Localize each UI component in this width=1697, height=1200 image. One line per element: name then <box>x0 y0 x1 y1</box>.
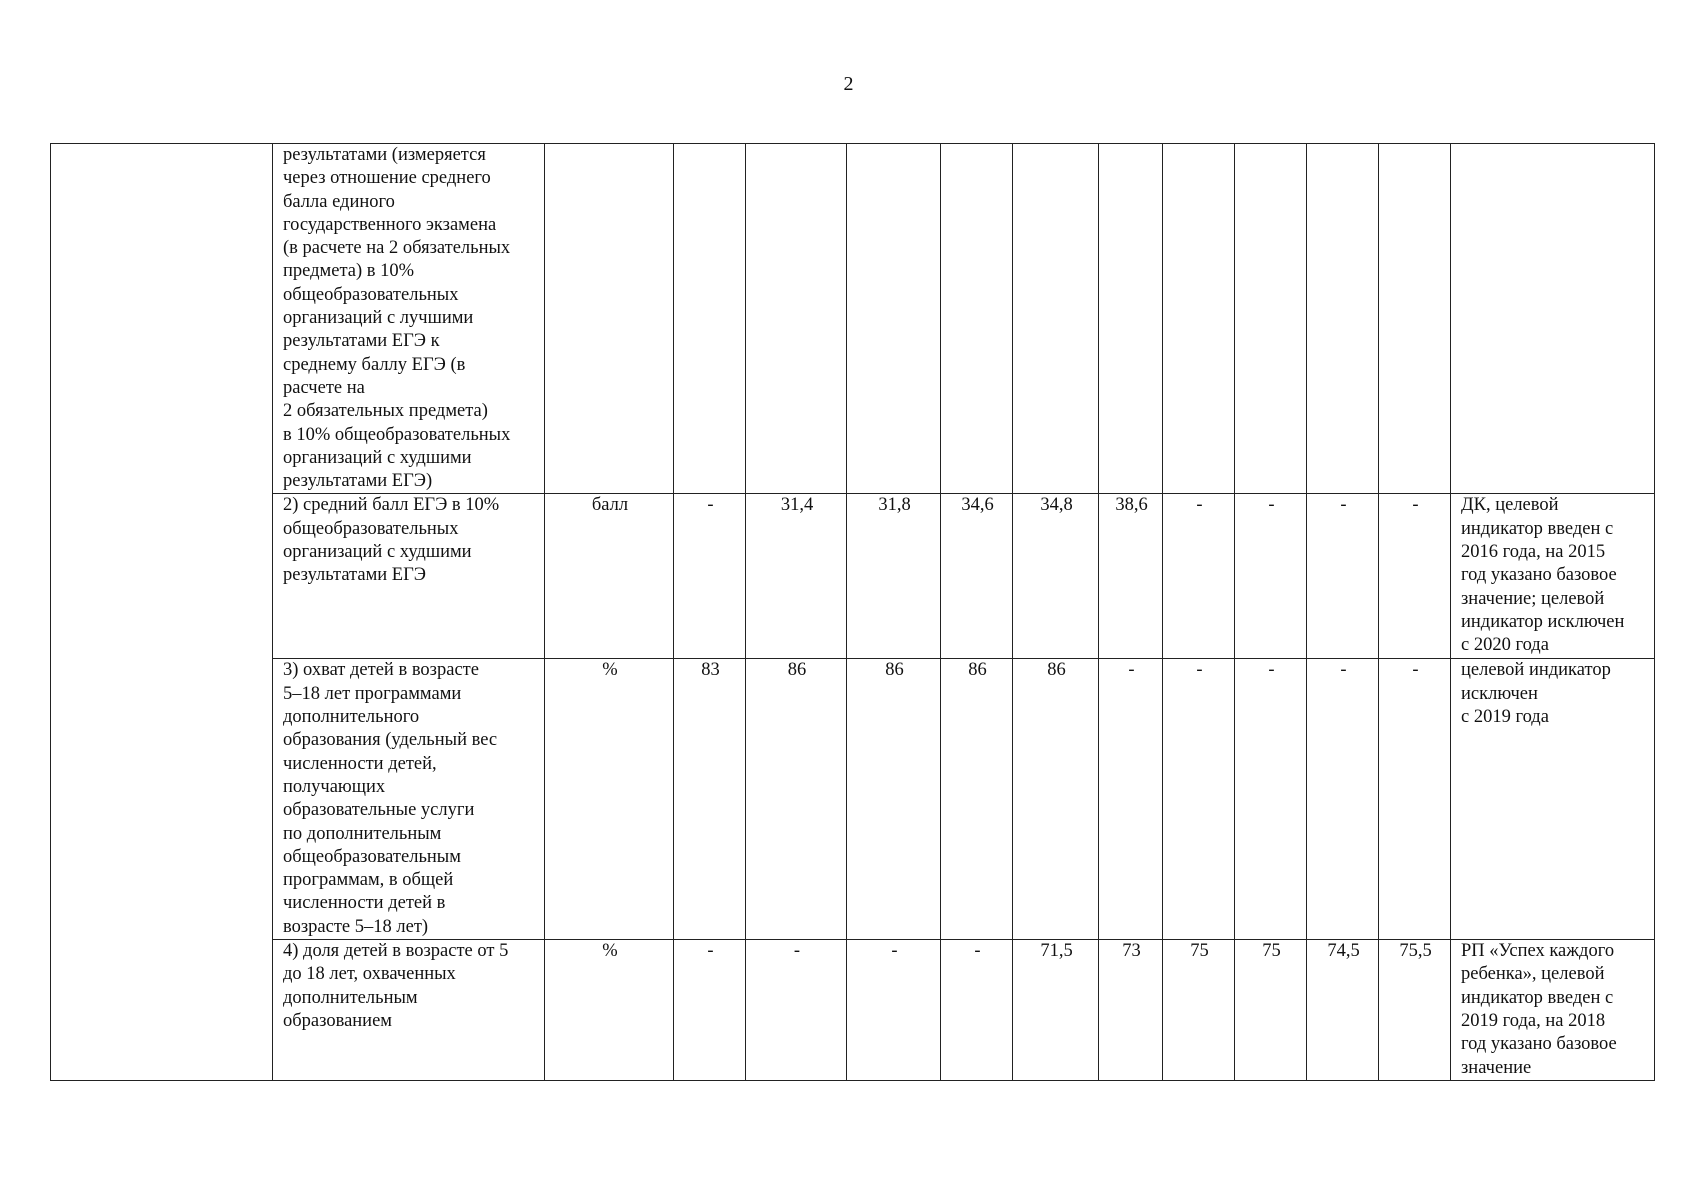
value-cell: 71,5 <box>1013 940 1099 1081</box>
unit-cell <box>545 144 674 494</box>
value-cell: - <box>1099 659 1163 940</box>
value-cell: 34,6 <box>941 494 1013 659</box>
value-cell: 31,4 <box>746 494 847 659</box>
value-cell: - <box>1307 494 1379 659</box>
value-cell: 86 <box>847 659 941 940</box>
page-number: 2 <box>843 73 854 95</box>
value-cell: - <box>1235 659 1307 940</box>
value-cell: - <box>674 940 746 1081</box>
value-cell: 86 <box>746 659 847 940</box>
value-cell <box>1235 144 1307 494</box>
value-cell: 86 <box>1013 659 1099 940</box>
value-cell: 75,5 <box>1379 940 1451 1081</box>
value-cell: - <box>674 494 746 659</box>
table-row <box>51 144 1655 494</box>
value-cell <box>1379 144 1451 494</box>
indicator-cell: 2) средний балл ЕГЭ в 10% общеобразовательных организаций с худшими результатами ЕГЭ <box>273 494 545 659</box>
value-cell <box>941 144 1013 494</box>
value-cell: 34,8 <box>1013 494 1099 659</box>
value-cell: - <box>941 940 1013 1081</box>
value-cell <box>1307 144 1379 494</box>
value-cell <box>1099 144 1163 494</box>
note-cell: целевой индикатор исключен с 2019 года <box>1451 659 1655 940</box>
value-cell: 86 <box>941 659 1013 940</box>
value-cell: 38,6 <box>1099 494 1163 659</box>
empty-first-column-cell <box>51 144 273 1081</box>
note-cell: РП «Успех каждого ребенка», целевой индикатор введен с 2019 года, на 2018 год указано базовое значение <box>1451 940 1655 1081</box>
table-row <box>51 940 1655 1081</box>
unit-cell: % <box>545 659 674 940</box>
value-cell: 75 <box>1163 940 1235 1081</box>
value-cell: - <box>1379 659 1451 940</box>
value-cell: - <box>746 940 847 1081</box>
value-cell: 73 <box>1099 940 1163 1081</box>
value-cell: 75 <box>1235 940 1307 1081</box>
note-cell <box>1451 144 1655 494</box>
indicator-cell: 3) охват детей в возрасте 5–18 лет программами дополнительного образования (удельный вес численности детей, получающих образовательные услуги по дополнительным общеобразовательным программам, в общей численности детей в возрасте 5–18 лет) <box>273 659 545 940</box>
value-cell <box>1013 144 1099 494</box>
value-cell <box>674 144 746 494</box>
value-cell: 83 <box>674 659 746 940</box>
table-row <box>51 494 1655 659</box>
value-cell <box>746 144 847 494</box>
unit-cell: % <box>545 940 674 1081</box>
note-cell: ДК, целевой индикатор введен с 2016 года, на 2015 год указано базовое значение; целевой индикатор исключен с 2020 года <box>1451 494 1655 659</box>
indicator-cell: результатами (измеряется через отношение среднего балла единого государственного экзамена (в расчете на 2 обязательных предмета) в 10% общеобразовательных организаций с лучшими результатами ЕГЭ к среднему баллу ЕГЭ (в расчете на 2 обязательных предмета) в 10% общеобразовательных организаций с худшими результатами ЕГЭ) <box>273 144 545 494</box>
value-cell <box>847 144 941 494</box>
value-cell: - <box>847 940 941 1081</box>
indicator-cell: 4) доля детей в возрасте от 5 до 18 лет, охваченных дополнительным образованием <box>273 940 545 1081</box>
table-row <box>51 659 1655 940</box>
value-cell: - <box>1235 494 1307 659</box>
value-cell: - <box>1163 659 1235 940</box>
value-cell <box>1163 144 1235 494</box>
unit-cell: балл <box>545 494 674 659</box>
indicators-table <box>50 143 1655 1081</box>
value-cell: - <box>1307 659 1379 940</box>
value-cell: 31,8 <box>847 494 941 659</box>
value-cell: - <box>1379 494 1451 659</box>
value-cell: 74,5 <box>1307 940 1379 1081</box>
value-cell: - <box>1163 494 1235 659</box>
